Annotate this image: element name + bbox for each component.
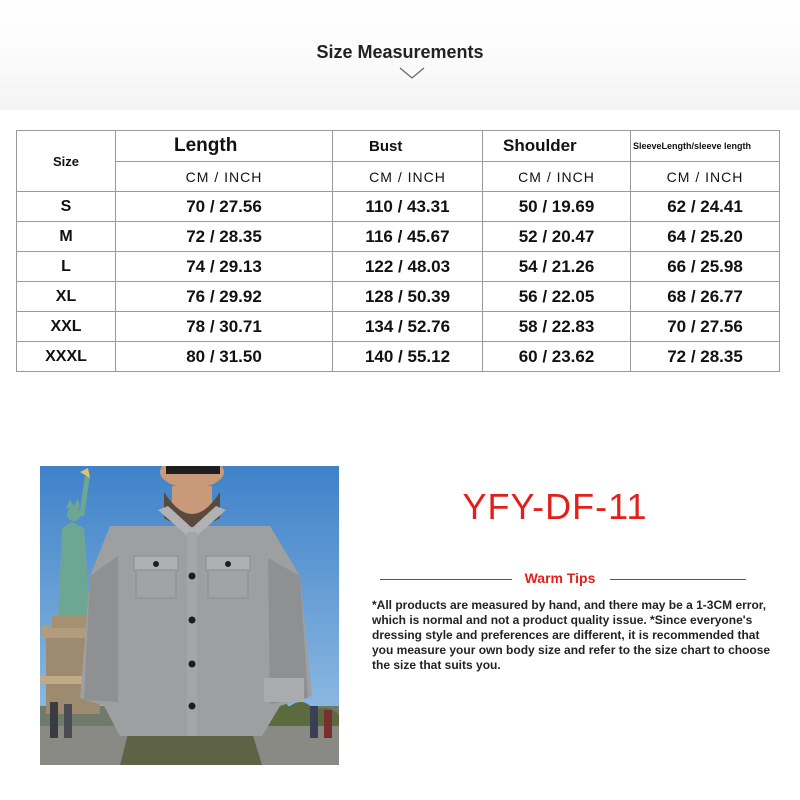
product-photo-illustration bbox=[40, 466, 339, 765]
table-row bbox=[17, 342, 780, 372]
shoulder-cell: 50 / 19.69 bbox=[483, 192, 631, 222]
unit-label: CM / INCH bbox=[116, 162, 333, 192]
length-cell: 76 / 29.92 bbox=[116, 282, 333, 312]
warm-tips-heading: Warm Tips bbox=[524, 570, 596, 586]
shoulder-cell: 58 / 22.83 bbox=[483, 312, 631, 342]
length-cell: 80 / 31.50 bbox=[116, 342, 333, 372]
sleeve-cell: 62 / 24.41 bbox=[631, 192, 780, 222]
unit-label: CM / INCH bbox=[333, 162, 483, 192]
shoulder-cell: 56 / 22.05 bbox=[483, 282, 631, 312]
length-column-header: Length bbox=[116, 131, 333, 162]
size-cell: XL bbox=[17, 282, 116, 312]
length-cell: 70 / 27.56 bbox=[116, 192, 333, 222]
size-cell: XXL bbox=[17, 312, 116, 342]
product-model-code: YFY-DF-11 bbox=[462, 486, 648, 527]
divider bbox=[610, 579, 746, 580]
page-title: Size Measurements bbox=[316, 42, 484, 62]
shoulder-column-header: Shoulder bbox=[483, 131, 631, 162]
size-cell: L bbox=[17, 252, 116, 282]
bust-cell: 122 / 48.03 bbox=[333, 252, 483, 282]
length-cell: 78 / 30.71 bbox=[116, 312, 333, 342]
table-header-row bbox=[17, 131, 780, 162]
sleeve-cell: 70 / 27.56 bbox=[631, 312, 780, 342]
unit-label: CM / INCH bbox=[631, 162, 780, 192]
table-row bbox=[17, 282, 780, 312]
bust-cell: 134 / 52.76 bbox=[333, 312, 483, 342]
sleeve-cell: 68 / 26.77 bbox=[631, 282, 780, 312]
table-row bbox=[17, 312, 780, 342]
sleeve-cell: 72 / 28.35 bbox=[631, 342, 780, 372]
bust-cell: 140 / 55.12 bbox=[333, 342, 483, 372]
table-unit-row bbox=[17, 162, 780, 192]
divider bbox=[380, 579, 512, 580]
size-cell: S bbox=[17, 192, 116, 222]
bust-cell: 128 / 50.39 bbox=[333, 282, 483, 312]
shoulder-cell: 52 / 20.47 bbox=[483, 222, 631, 252]
size-chart-table bbox=[16, 130, 780, 372]
sleeve-cell: 64 / 25.20 bbox=[631, 222, 780, 252]
size-cell: XXXL bbox=[17, 342, 116, 372]
sleeve-cell: 66 / 25.98 bbox=[631, 252, 780, 282]
bust-cell: 110 / 43.31 bbox=[333, 192, 483, 222]
shoulder-cell: 60 / 23.62 bbox=[483, 342, 631, 372]
sleeve-column-header: SleeveLength/sleeve length bbox=[631, 131, 780, 162]
length-cell: 74 / 29.13 bbox=[116, 252, 333, 282]
bust-column-header: Bust bbox=[333, 131, 483, 162]
table-row bbox=[17, 192, 780, 222]
size-cell: M bbox=[17, 222, 116, 252]
bust-cell: 116 / 45.67 bbox=[333, 222, 483, 252]
table-row bbox=[17, 252, 780, 282]
product-photo bbox=[40, 466, 339, 765]
length-cell: 72 / 28.35 bbox=[116, 222, 333, 252]
table-row bbox=[17, 222, 780, 252]
unit-label: CM / INCH bbox=[483, 162, 631, 192]
size-column-header: Size bbox=[17, 131, 116, 192]
shoulder-cell: 54 / 21.26 bbox=[483, 252, 631, 282]
chevron-down-icon bbox=[398, 66, 426, 80]
warm-tips-text: *All products are measured by hand, and there may be a 1-3CM error, which is normal and not a product quality issue. *Since everyone's dressing style and preferences are different, it is recommended that you measure your own body size and refer to the size chart to choose the size that suits you. bbox=[372, 598, 771, 672]
